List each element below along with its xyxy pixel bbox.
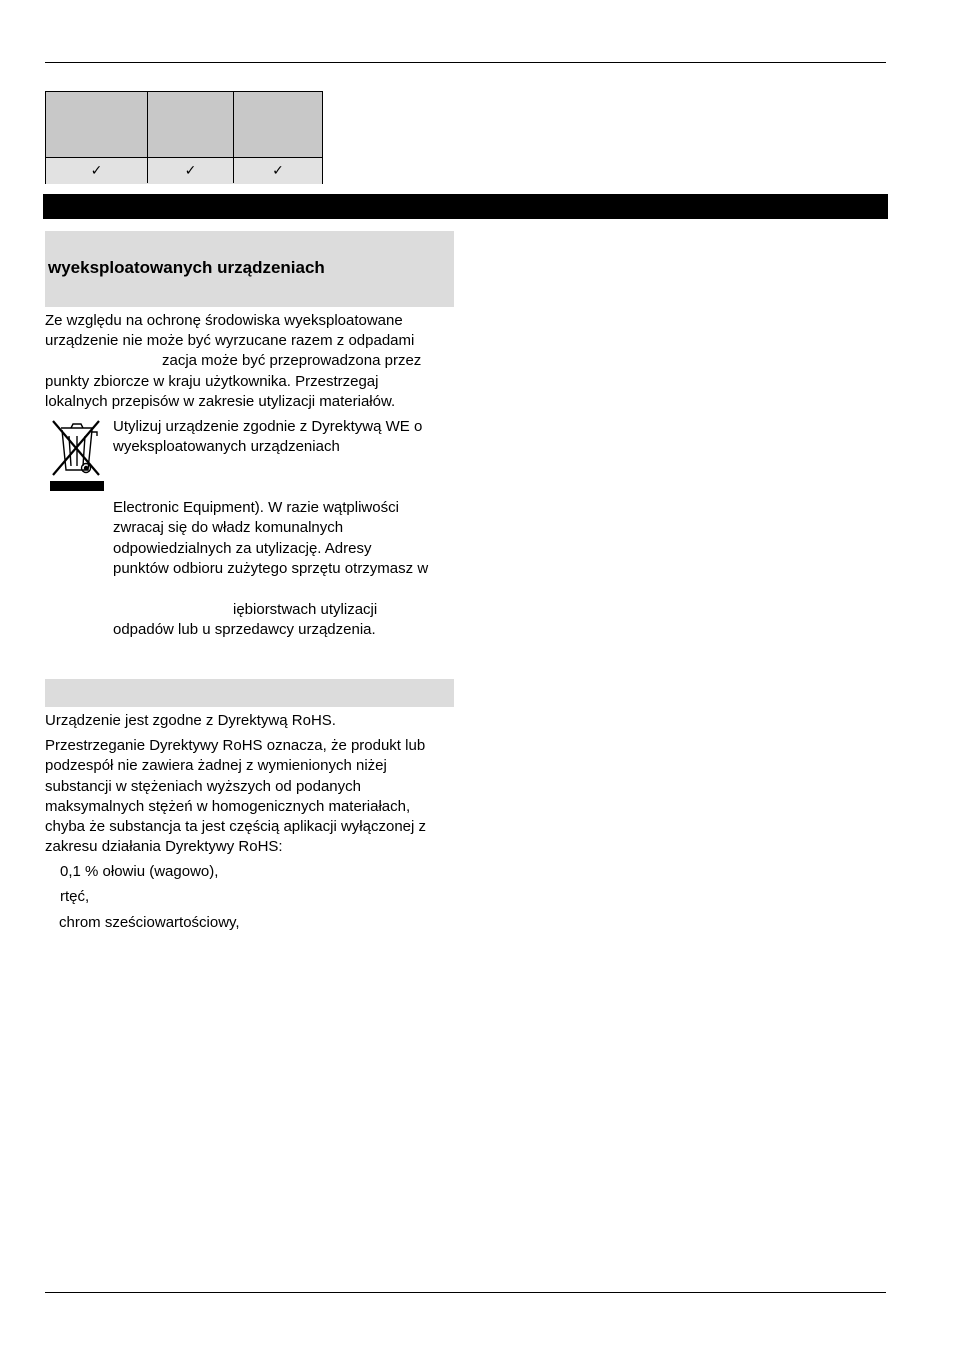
rohs-line: maksymalnych stężeń w homogenicznych materiałach,: [45, 798, 411, 815]
section-header-bar: [43, 194, 888, 219]
weee-intro-line: urządzenie nie może być wyrzucane razem z odpadami: [45, 332, 415, 349]
rohs-list-item: 0,1 % ołowiu (wagowo),: [60, 863, 219, 880]
weee-directive-line: odpowiedzialnych za utylizację. Adresy: [113, 540, 372, 557]
rohs-list-item: chrom sześciowartościowy,: [59, 914, 240, 931]
weee-directive-line: Utylizuj urządzenie zgodnie z Dyrektywą WE o: [113, 418, 423, 435]
weee-heading-box: [45, 231, 454, 307]
weee-intro-line: punkty zbiorcze w kraju użytkownika. Przestrzegaj: [45, 373, 379, 390]
weee-intro-line: lokalnych przepisów w zakresie utylizacji materiałów.: [45, 393, 396, 410]
weee-intro-line: zacja może być przeprowadzona przez: [162, 352, 422, 369]
rohs-list-item: rtęć,: [60, 888, 90, 905]
rohs-line: zakresu działania Dyrektywy RoHS:: [45, 838, 283, 855]
weee-directive-line: punktów odbioru zużytego sprzętu otrzymasz w: [113, 560, 429, 577]
crossed-out-wheelie-bin-icon: [47, 418, 105, 493]
rohs-line: Urządzenie jest zgodne z Dyrektywą RoHS.: [45, 712, 336, 729]
check-mark-icon: ✓: [90, 163, 103, 179]
rohs-line: chyba że substancja ta jest częścią aplikacji wyłączonej z: [45, 818, 427, 835]
weee-directive-line: zwracaj się do władz komunalnych: [113, 519, 344, 536]
weee-directive-line: iębiorstwach utylizacji: [233, 601, 378, 618]
compatibility-table: [45, 91, 323, 184]
weee-intro-line: Ze względu na ochronę środowiska wyeksploatowane: [45, 312, 403, 329]
weee-directive-line: Electronic Equipment). W razie wątpliwości: [113, 499, 399, 516]
compatibility-table-header: [46, 92, 322, 158]
rohs-line: substancji w stężeniach wyższych od podanych: [45, 778, 361, 795]
rohs-line: Przestrzeganie Dyrektywy RoHS oznacza, że produkt lub: [45, 737, 426, 754]
weee-directive-line: wyeksploatowanych urządzeniach: [113, 438, 340, 455]
rohs-heading-box: [45, 679, 454, 707]
weee-directive-line: odpadów lub u sprzedawcy urządzenia.: [113, 621, 376, 638]
check-mark-icon: ✓: [184, 163, 197, 179]
weee-heading: wyeksploatowanych urządzeniach: [48, 258, 325, 277]
header-rule: [45, 62, 886, 63]
footer-rule: [45, 1292, 886, 1293]
rohs-line: podzespół nie zawiera żadnej z wymienionych niżej: [45, 757, 387, 774]
check-mark-icon: ✓: [272, 163, 284, 179]
